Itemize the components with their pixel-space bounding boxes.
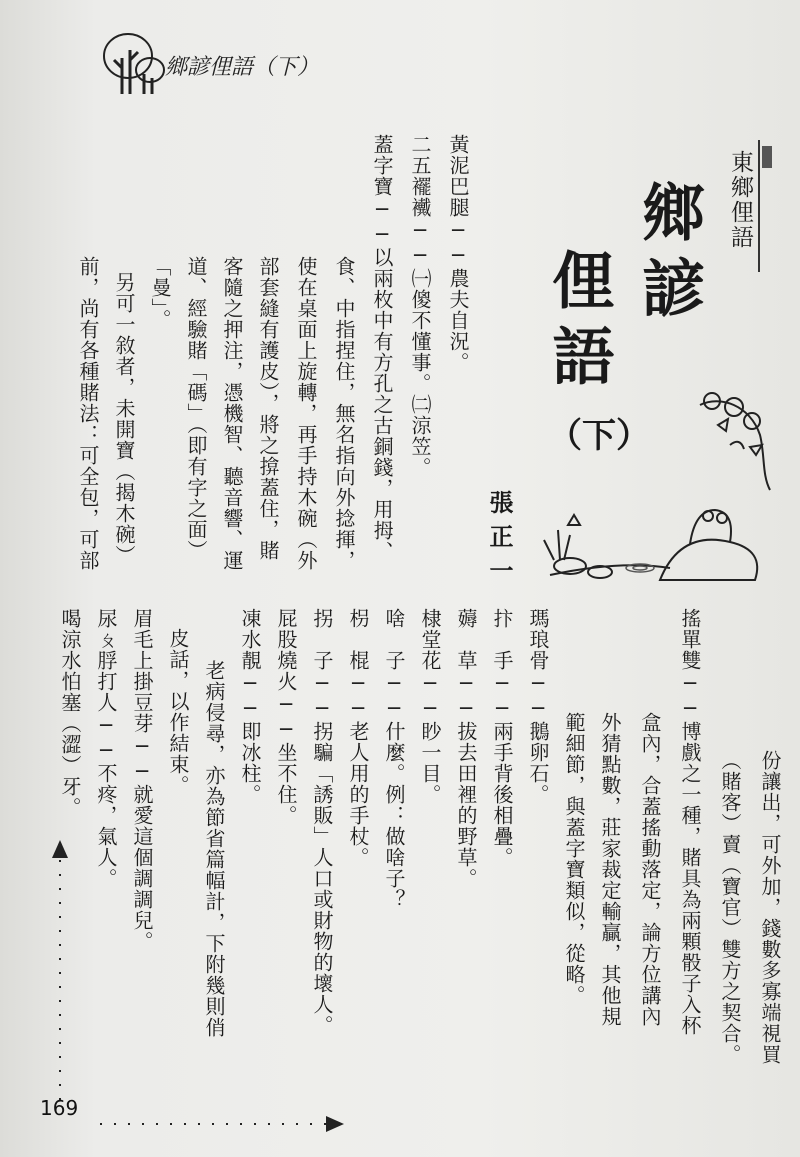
lower-col-5: 啥 子──什麼。例：做啥子？ bbox=[382, 608, 406, 910]
lower-col-10: 老病侵尋，亦為節省篇幅計，下附幾則俏 bbox=[202, 660, 226, 1038]
upper-col-1: 份讓出，可外加，錢數多寡端視買 bbox=[758, 750, 782, 1065]
tree-cloud-icon bbox=[100, 28, 170, 98]
upper-col-2: （賭客）賣（寶官）雙方之契合。 bbox=[718, 750, 742, 1065]
title-line-2: 俚語 bbox=[542, 248, 615, 400]
upper-col-7: 黃泥巴腿──農夫自況。 bbox=[446, 134, 470, 373]
running-title: 鄉諺俚語（下） bbox=[165, 55, 320, 80]
lower-col-6: 枴 棍──老人用的手杖。 bbox=[346, 608, 370, 868]
lower-col-8: 屁股燒火──坐不住。 bbox=[274, 608, 298, 826]
series-label: 東鄉俚語 bbox=[727, 150, 753, 250]
frog-rock-icon bbox=[530, 480, 770, 590]
lower-col-14: 喝涼水怕塞（澀）牙。 bbox=[58, 608, 82, 818]
upper-col-6: 範細節，與蓋字寶類似，從略。 bbox=[562, 712, 586, 1006]
upper-col-10: 食、中指捏住，無名指向外捻揮， bbox=[332, 256, 356, 571]
page-number: 169 bbox=[40, 1096, 79, 1120]
upper-col-8: 二五襬襶──㈠傻不懂事。㈡涼笠。 bbox=[408, 134, 432, 478]
upper-col-17: 前，尚有各種賭法：可全包，可部 bbox=[76, 256, 100, 571]
upper-col-11: 使在桌面上旋轉，再手持木碗（外 bbox=[294, 256, 318, 571]
lower-col-11: 皮話，以作結束。 bbox=[166, 628, 190, 796]
upper-col-5: 外猜點數，莊家裁定輸贏，其他規 bbox=[598, 712, 622, 1027]
upper-col-14: 道、經驗賭「碼」（即有字之面） bbox=[184, 256, 208, 561]
title-line-1: 鄉諺 bbox=[632, 180, 705, 332]
lower-col-3: 薅 草──拔去田裡的野草。 bbox=[454, 608, 478, 889]
lower-col-2: 抃 手──兩手背後相疊。 bbox=[490, 608, 514, 868]
dotted-arrow-border bbox=[40, 840, 370, 1140]
lower-col-7: 拐 子──拐騙「誘販」人口或財物的壞人。 bbox=[310, 608, 334, 1036]
lower-col-9: 凍水靚──即冰柱。 bbox=[238, 608, 262, 805]
series-marker bbox=[762, 146, 772, 168]
lower-col-1: 瑪琅骨──鵝卵石。 bbox=[526, 608, 550, 805]
upper-col-4: 盒內，合蓋搖動落定，論方位講內 bbox=[638, 712, 662, 1027]
author: 張正一 bbox=[485, 490, 514, 592]
upper-col-16: 另可一敘者，未開寶（揭木碗） bbox=[112, 272, 136, 566]
series-rule bbox=[758, 140, 760, 272]
upper-col-9: 蓋字寶──以兩枚中有方孔之古銅錢，用拇、 bbox=[370, 134, 394, 562]
lower-col-4: 棣堂花──眇一目。 bbox=[418, 608, 442, 805]
lower-col-13: 尿ㄆ脬打人──不疼，氣人。 bbox=[94, 608, 118, 889]
upper-col-15: 「曼」。 bbox=[148, 256, 172, 330]
upper-col-13: 客隨之押注，憑機智、聽音響、運 bbox=[220, 256, 244, 571]
title-part: （下） bbox=[548, 416, 650, 456]
upper-col-3: 搖單雙──博戲之一種，賭具為兩顆骰子入杯 bbox=[678, 608, 702, 1036]
lower-col-12: 眉毛上掛豆芽──就愛這個調調兒。 bbox=[130, 608, 154, 952]
upper-col-12: 部套縫有護皮），將之揜蓋住，賭 bbox=[256, 256, 280, 561]
flower-vine-icon bbox=[690, 385, 780, 495]
